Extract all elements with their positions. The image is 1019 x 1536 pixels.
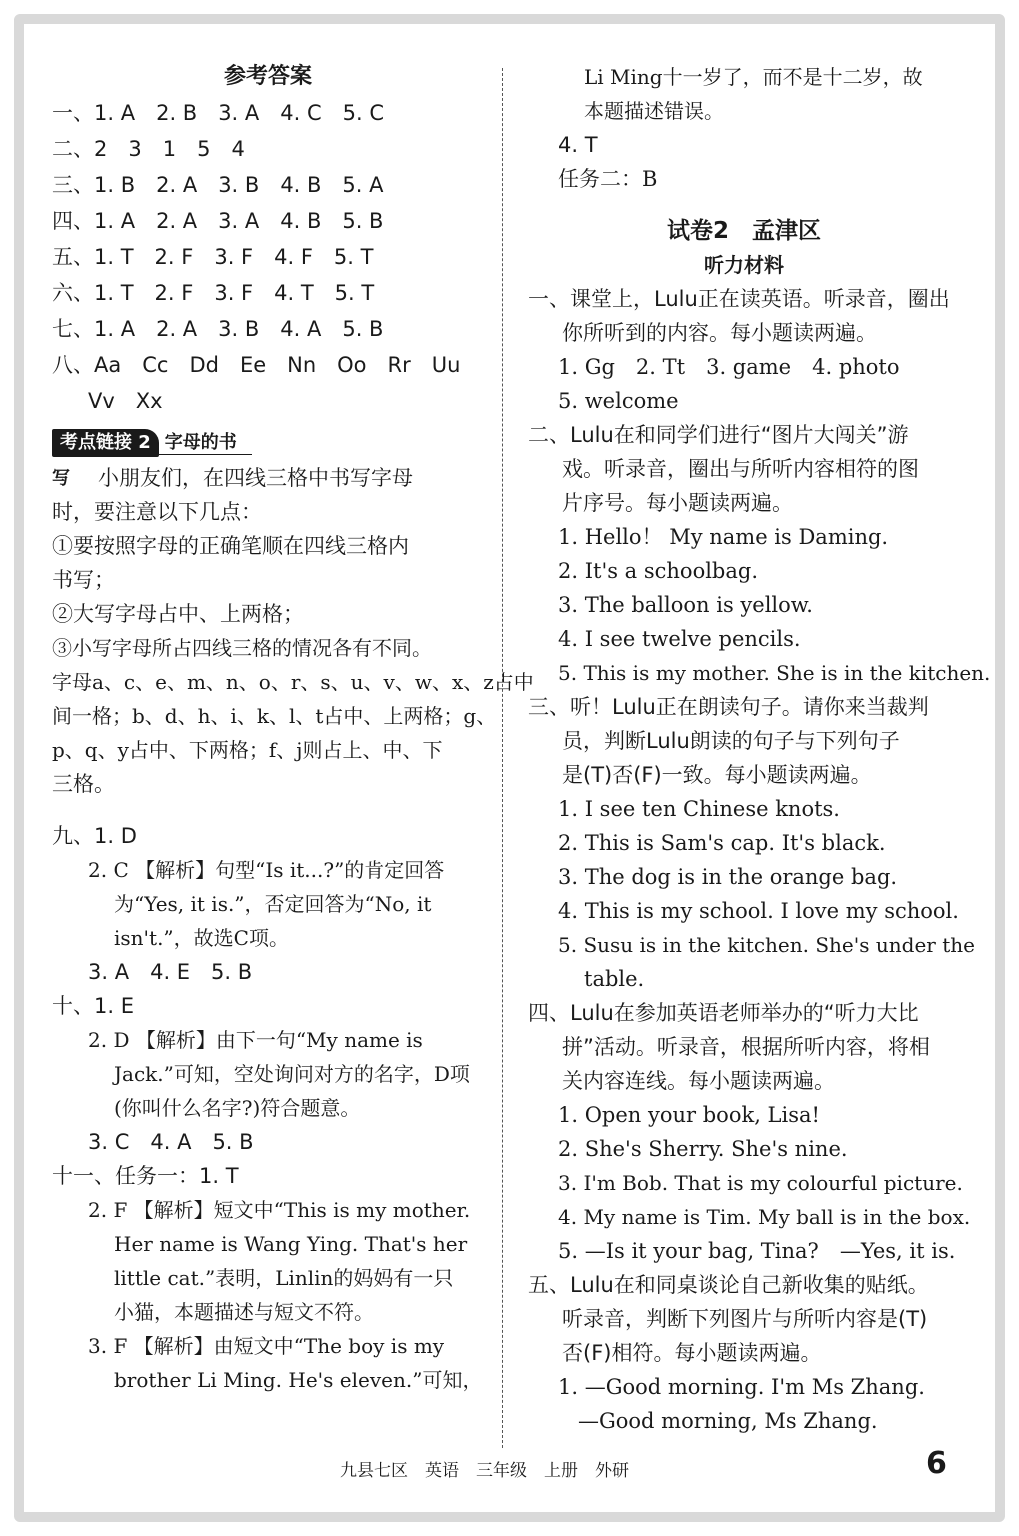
kaodian-text: 书写；: [52, 568, 115, 592]
answer-nine: isn't.”，故选C项。: [114, 926, 289, 950]
column-divider: [502, 68, 503, 1448]
kaodian-text: 小朋友们，在四线三格中书写字母: [98, 466, 413, 490]
section-5-item: 1. —Good morning. I'm Ms Zhang.: [558, 1375, 925, 1399]
answer-eleven: Her name is Wang Ying. That's her: [114, 1232, 468, 1256]
section-3-item: table.: [584, 967, 645, 991]
section-2-item: 2. It's a schoolbag.: [558, 559, 759, 583]
answer-eleven: brother Li Ming. He's eleven.”可知，: [114, 1368, 483, 1392]
answer-ten: 2. D 【解析】由下一句“My name is: [88, 1028, 423, 1052]
answer-ten: (你叫什么名字?)符合题意。: [114, 1096, 361, 1120]
kaodian-text: p、q、y占中、下两格；f、j则占上、中、下: [52, 738, 443, 762]
page-number: 6: [926, 1446, 947, 1481]
answer-eleven: 十一、任务一：1. T: [52, 1164, 239, 1188]
section-4-instruction: 拼”活动。听录音，根据所听内容，将相: [562, 1035, 930, 1059]
section-5-instruction: 五、Lulu在和同桌谈论自己新收集的贴纸。: [528, 1273, 929, 1297]
section-2-item: 1. Hello！ My name is Daming.: [558, 525, 889, 549]
section-1-instruction: 你所听到的内容。每小题读两遍。: [562, 321, 877, 345]
paper2-title: 试卷2 孟津区: [666, 218, 821, 244]
section-2-instruction: 片序号。每小题读两遍。: [562, 491, 793, 515]
section-4-item: 1. Open your book, Lisa!: [558, 1103, 820, 1127]
answer-row: 七、1. A 2. A 3. B 4. A 5. B: [52, 317, 384, 341]
answer-row: 五、1. T 2. F 3. F 4. F 5. T: [52, 245, 374, 269]
answer-continued: Li Ming十一岁了，而不是十二岁，故: [584, 65, 923, 89]
answer-ten: 十、1. E: [52, 994, 134, 1018]
section-2-instruction: 二、Lulu在和同学们进行“图片大闯关”游: [528, 423, 909, 447]
section-3-instruction: 员，判断Lulu朗读的句子与下列句子: [562, 729, 900, 753]
answer-eleven: little cat.”表明，Linlin的妈妈有一只: [114, 1266, 454, 1290]
left-column: [52, 60, 534, 1397]
section-2-instruction: 戏。听录音，圈出与所听内容相符的图: [562, 457, 919, 481]
kaodian-text: ①要按照字母的正确笔顺在四线三格内: [52, 534, 409, 558]
answer-nine: 2. C 【解析】句型“Is it...?”的肯定回答: [88, 858, 445, 882]
section-2-item: 5. This is my mother. She is in the kitchen.: [558, 661, 991, 685]
section-4-item: 4. My name is Tim. My ball is in the box.: [558, 1205, 971, 1229]
answer-nine: 为“Yes, it is.”，否定回答为“No, it: [114, 892, 432, 916]
section-3-instruction: 是(T)否(F)一致。每小题读两遍。: [562, 763, 872, 787]
answer-row: 一、1. A 2. B 3. A 4. C 5. C: [52, 101, 385, 125]
answer-row: 三、1. B 2. A 3. B 4. B 5. A: [52, 173, 384, 197]
section-4-instruction: 关内容连线。每小题读两遍。: [562, 1069, 835, 1093]
answer-continued: 4. T: [558, 133, 598, 157]
answer-continued: 任务二：B: [558, 167, 658, 191]
right-column: [528, 60, 991, 1438]
kaodian-text: 时，要注意以下几点：: [52, 500, 262, 524]
answer-eleven: 3. F 【解析】由短文中“The boy is my: [88, 1334, 445, 1358]
answer-row: 六、1. T 2. F 3. F 4. T 5. T: [52, 281, 375, 305]
section-5-instruction: 否(F)相符。每小题读两遍。: [562, 1341, 822, 1365]
section-3-item: 5. Susu is in the kitchen. She's under the: [558, 933, 975, 957]
section-4-item: 2. She's Sherry. She's nine.: [558, 1137, 848, 1161]
answer-row: 四、1. A 2. A 3. A 4. B 5. B: [52, 209, 384, 233]
section-4-item: 5. —Is it your bag, Tina? —Yes, it is.: [558, 1239, 956, 1263]
section-3-item: 3. The dog is in the orange bag.: [558, 865, 898, 889]
answer-ten: 3. C 4. A 5. B: [88, 1130, 254, 1154]
section-3-item: 2. This is Sam's cap. It's black.: [558, 831, 886, 855]
section-2-item: 4. I see twelve pencils.: [558, 627, 801, 651]
answer-ten: Jack.”可知，空处询问对方的名字，D项: [114, 1062, 470, 1086]
section-3-item: 1. I see ten Chinese knots.: [558, 797, 840, 821]
paper2-subtitle: 听力材料: [704, 253, 784, 277]
kaodian-text: 三格。: [52, 772, 115, 796]
section-5-item: —Good morning, Ms Zhang.: [578, 1409, 878, 1433]
answer-row: Vv Xx: [88, 389, 163, 413]
kaodian-text: ③小写字母所占四线三格的情况各有不同。: [52, 636, 432, 660]
section-4-item: 3. I'm Bob. That is my colourful picture.: [558, 1171, 963, 1195]
answer-nine: 3. A 4. E 5. B: [88, 960, 253, 984]
kaodian-text: ②大写字母占中、上两格；: [52, 602, 304, 626]
kaodian-label: 字母的书写: [52, 432, 237, 489]
kaodian-badge: 考点链接 2: [52, 429, 159, 457]
kaodian-header: [52, 424, 252, 489]
answer-continued: 本题描述错误。: [584, 99, 724, 123]
page-footer: 九县七区 英语 三年级 上册 外研: [340, 1461, 629, 1481]
kaodian-text: 间一格；b、d、h、i、k、l、t占中、上两格；g、: [52, 704, 497, 728]
section-5-instruction: 听录音，判断下列图片与所听内容是(T): [562, 1307, 928, 1331]
answer-row: 二、2 3 1 5 4: [52, 137, 245, 161]
section-1-item: 1. Gg 2. Tt 3. game 4. photo: [558, 355, 900, 379]
answers-heading: 参考答案: [223, 64, 312, 89]
section-4-instruction: 四、Lulu在参加英语老师举办的“听力大比: [528, 1001, 919, 1025]
answer-row: 八、Aa Cc Dd Ee Nn Oo Rr Uu: [52, 353, 461, 377]
section-3-item: 4. This is my school. I love my school.: [558, 899, 959, 923]
answer-nine: 九、1. D: [52, 824, 137, 848]
section-2-item: 3. The balloon is yellow.: [558, 593, 813, 617]
section-1-instruction: 一、课堂上，Lulu正在读英语。听录音，圈出: [528, 287, 950, 311]
section-3-instruction: 三、听！Lulu正在朗读句子。请你来当裁判: [528, 695, 929, 719]
kaodian-text: 字母a、c、e、m、n、o、r、s、u、v、w、x、z占中: [52, 670, 534, 694]
answer-eleven: 小猫，本题描述与短文不符。: [114, 1300, 374, 1324]
answer-eleven: 2. F 【解析】短文中“This is my mother.: [88, 1198, 471, 1222]
section-1-item: 5. welcome: [558, 389, 679, 413]
